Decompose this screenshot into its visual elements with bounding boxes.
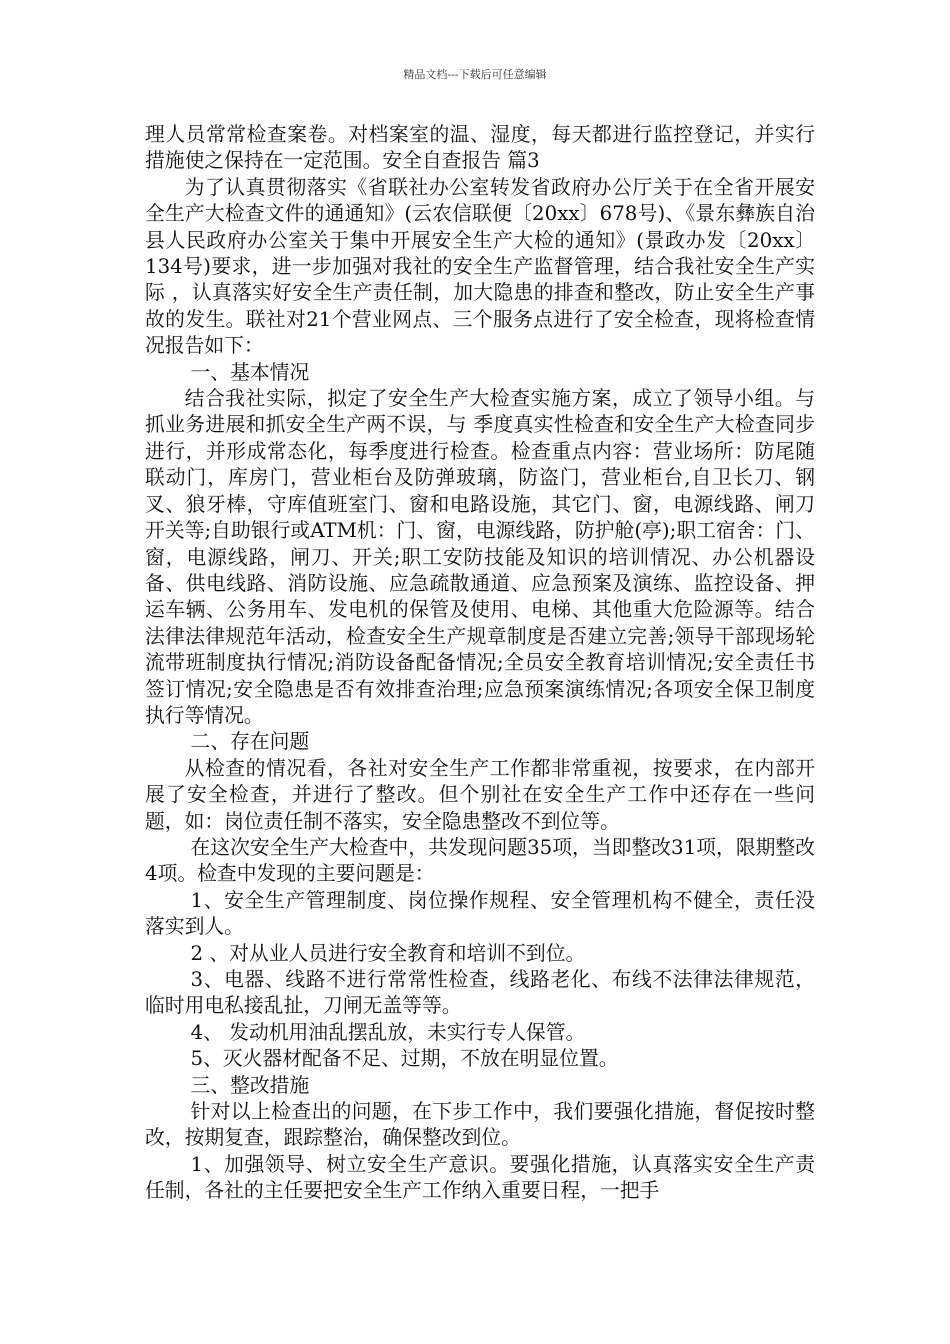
list-item: 1、加强领导、树立安全生产意识。要强化措施，认真落实安全生产责任制，各社的主任要把安全生产工作纳入重要日程，一把手 xyxy=(145,1152,815,1203)
paragraph: 在这次安全生产大检查中，共发现问题35项，当即整改31项，限期整改4项。检查中发现的主要问题是： xyxy=(145,835,815,886)
list-item: 5、灭火器材配备不足、过期，不放在明显位置。 xyxy=(190,1047,619,1071)
section-heading: 一、基本情况 xyxy=(190,360,310,384)
list-item: 4、 发动机用油乱摆乱放，未实行专人保管。 xyxy=(190,1020,586,1044)
list-item: 2 、对从业人员进行安全教育和培训不到位。 xyxy=(190,941,586,965)
list-item: 3、电器、线路不进行常常性检查，线路老化、布线不法律法律规范，临时用电私接乱扯，刀闸无盖等等。 xyxy=(145,968,815,1018)
paragraph: 针对以上检查出的问题，在下步工作中，我们要强化措施，督促按时整改，按期复查，跟踪整治，确保整改到位。 xyxy=(145,1100,815,1150)
paragraph: 结合我社实际，拟定了安全生产大检查实施方案，成立了领导小组。与抓业务进展和抓安全生产两不误，与 季度真实性检查和安全生产大检查同步进行，并形成常态化，每季度进行检查。检查重点内容：营业场所：防尾随联动门，库房门，营业柜台及防弹玻璃，防盗门，营业柜台,自卫长刀、钢叉、狼牙棒，守库值班室门、窗和电路设施，其它门、窗，电源线路、闸刀开关等;自助银行或ATM机：门、窗，电源线路，防护舱(亭);职工宿舍：门、窗，电源线路，闸刀、开关;职工安防技能及知识的培训情况、办公机器设备、供电线路、消防设施、应急疏散通道、应急预案及演练、监控设备、押运车辆、公务用车、发电机的保管及使用、电梯、其他重大危险源等。结合法律法律规范年活动，检查安全生产规章制度是否建立完善;领导干部现场轮流带班制度执行情况;消防设备配备情况;全员安全教育培训情况;安全责任书签订情况;安全隐患是否有效排查治理;应急预案演练情况;各项安全保卫制度执行等情况。 xyxy=(145,387,815,727)
header-note: 精品文档---下载后可任意编辑 xyxy=(403,68,547,81)
list-item: 1、安全生产管理制度、岗位操作规程、安全管理机构不健全，责任没落实到人。 xyxy=(145,888,815,939)
section-heading: 三、整改措施 xyxy=(190,1073,310,1097)
paragraph: 理人员常常检查案卷。对档案室的温、湿度，每天都进行监控登记，并实行措施使之保持在一定范围。安全自查报告 篇3 xyxy=(145,123,815,173)
document-body xyxy=(145,122,815,1205)
paragraph: 从检查的情况看，各社对安全生产工作都非常重视，按要求，在内部开展了安全检查，并进行了整改。但个别社在安全生产工作中还存在一些问题，如：岗位责任制不落实，安全隐患整改不到位等。 xyxy=(145,756,815,833)
paragraph: 为了认真贯彻落实《省联社办公室转发省政府办公厅关于在全省开展安全生产大检查文件的通通知》(云农信联便〔20xx〕678号)、《景东彝族自治县人民政府办公室关于集中开展安全生产大检的通知》(景政办发〔20xx〕134号)要求，进一步加强对我社的安全生产监督管理，结合我社安全生产实际 ，认真落实好安全生产责任制，加大隐患的排查和整改，防止安全生产事故的发生。联社对21个营业网点、三个服务点进行了安全检查，现将检查情况报告如下： xyxy=(145,175,815,358)
section-heading: 二、存在问题 xyxy=(190,730,310,754)
